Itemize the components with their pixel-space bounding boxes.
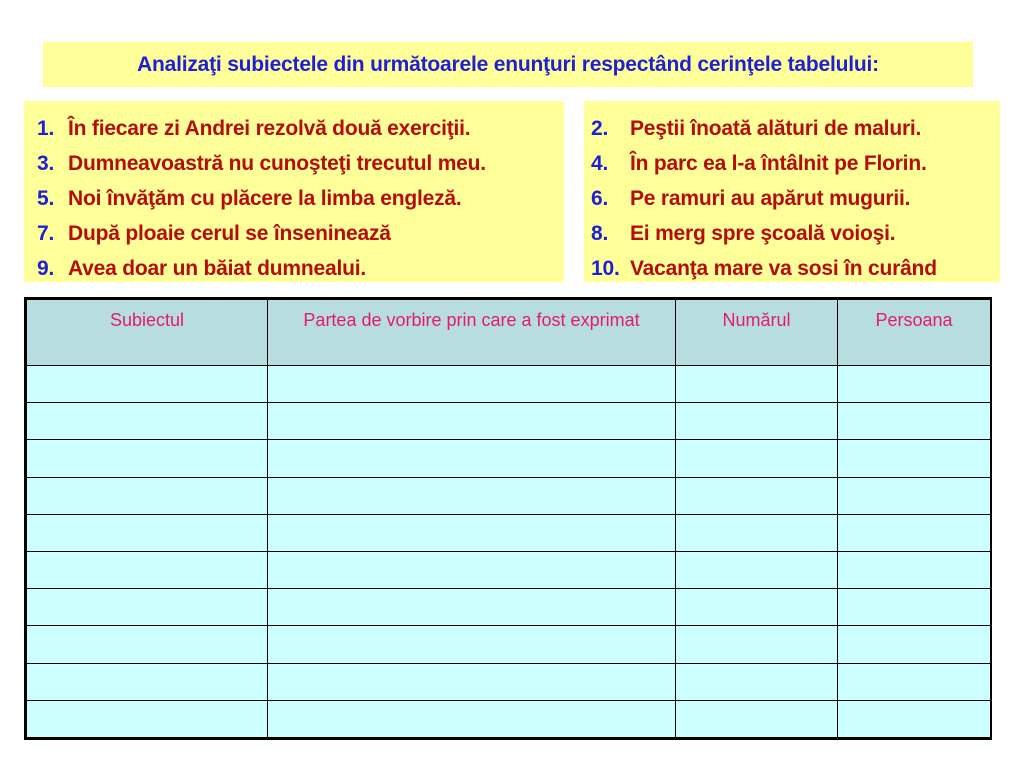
table-row	[27, 514, 991, 551]
cell-numarul[interactable]	[676, 514, 838, 551]
sentence-text: Dumneavoastră nu cunoşteţi trecutul meu.	[68, 152, 486, 175]
cell-partea-de-vorbire[interactable]	[268, 403, 676, 440]
sentence-item	[591, 251, 1000, 286]
sentence-item	[591, 146, 1000, 181]
sentence-item	[37, 216, 564, 251]
cell-persoana[interactable]	[838, 477, 991, 514]
cell-partea-de-vorbire[interactable]	[268, 663, 676, 700]
cell-persoana[interactable]	[838, 366, 991, 403]
cell-subiectul[interactable]	[27, 589, 268, 626]
sentence-text: Peştii înoată alături de maluri.	[630, 117, 922, 140]
cell-persoana[interactable]	[838, 551, 991, 588]
cell-partea-de-vorbire[interactable]	[268, 366, 676, 403]
cell-subiectul[interactable]	[27, 700, 268, 737]
analysis-table	[26, 299, 991, 738]
cell-subiectul[interactable]	[27, 366, 268, 403]
sentence-item	[37, 251, 564, 286]
sentence-text: Ei merg spre şcoală voioşi.	[630, 222, 896, 245]
cell-persoana[interactable]	[838, 440, 991, 477]
cell-persoana[interactable]	[838, 663, 991, 700]
sentence-text: Avea doar un băiat dumnealui.	[68, 257, 366, 280]
cell-subiectul[interactable]	[27, 514, 268, 551]
cell-subiectul[interactable]	[27, 477, 268, 514]
sentences-panel-left	[24, 101, 564, 282]
cell-numarul[interactable]	[676, 366, 838, 403]
cell-subiectul[interactable]	[27, 440, 268, 477]
cell-subiectul[interactable]	[27, 403, 268, 440]
table-row	[27, 440, 991, 477]
sentence-text: Noi învăţăm cu plăcere la limba engleză.	[68, 187, 462, 210]
sentence-number: 4.	[591, 152, 609, 175]
header-partea-de-vorbire: Partea de vorbire prin care a fost exprimat	[268, 300, 676, 366]
table-row	[27, 403, 991, 440]
cell-partea-de-vorbire[interactable]	[268, 440, 676, 477]
table-row	[27, 663, 991, 700]
analysis-table-container	[24, 297, 992, 740]
cell-numarul[interactable]	[676, 589, 838, 626]
cell-subiectul[interactable]	[27, 551, 268, 588]
sentence-text: După ploaie cerul se înseninează	[68, 222, 391, 245]
sentence-number: 5.	[37, 187, 55, 210]
header-numarul: Numărul	[676, 300, 838, 366]
cell-numarul[interactable]	[676, 663, 838, 700]
cell-numarul[interactable]	[676, 626, 838, 663]
cell-numarul[interactable]	[676, 477, 838, 514]
cell-persoana[interactable]	[838, 626, 991, 663]
cell-partea-de-vorbire[interactable]	[268, 514, 676, 551]
cell-partea-de-vorbire[interactable]	[268, 477, 676, 514]
sentence-number: 9.	[37, 257, 55, 280]
table-row	[27, 366, 991, 403]
sentence-item	[37, 146, 564, 181]
table-row	[27, 626, 991, 663]
cell-persoana[interactable]	[838, 514, 991, 551]
cell-persoana[interactable]	[838, 589, 991, 626]
header-persoana: Persoana	[838, 300, 991, 366]
sentence-number: 10.	[591, 257, 620, 280]
table-row	[27, 700, 991, 737]
sentence-text: În fiecare zi Andrei rezolvă două exerciţii.	[68, 117, 471, 140]
cell-partea-de-vorbire[interactable]	[268, 589, 676, 626]
sentences-panel-right	[584, 101, 1000, 282]
sentence-item	[37, 181, 564, 216]
cell-persoana[interactable]	[838, 700, 991, 737]
instruction-banner	[43, 42, 973, 87]
cell-subiectul[interactable]	[27, 626, 268, 663]
sentence-text: Vacanţa mare va sosi în curând	[630, 257, 937, 280]
cell-numarul[interactable]	[676, 403, 838, 440]
table-body	[27, 366, 991, 738]
sentence-item	[37, 111, 564, 146]
sentence-item	[591, 111, 1000, 146]
table-row	[27, 477, 991, 514]
cell-numarul[interactable]	[676, 551, 838, 588]
cell-numarul[interactable]	[676, 700, 838, 737]
cell-numarul[interactable]	[676, 440, 838, 477]
table-header-row	[27, 300, 991, 366]
table-row	[27, 551, 991, 588]
sentence-number: 7.	[37, 222, 55, 245]
sentence-text: Pe ramuri au apărut mugurii.	[630, 187, 911, 210]
sentence-number: 6.	[591, 187, 609, 210]
sentence-number: 3.	[37, 152, 55, 175]
cell-subiectul[interactable]	[27, 663, 268, 700]
header-subiectul: Subiectul	[27, 300, 268, 366]
sentence-item	[591, 181, 1000, 216]
table-row	[27, 589, 991, 626]
cell-partea-de-vorbire[interactable]	[268, 551, 676, 588]
cell-persoana[interactable]	[838, 403, 991, 440]
sentence-item	[591, 216, 1000, 251]
instruction-title: Analizaţi subiectele din următoarele enunţuri respectând cerinţele tabelului:	[137, 52, 879, 76]
cell-partea-de-vorbire[interactable]	[268, 700, 676, 737]
sentence-text: În parc ea l-a întâlnit pe Florin.	[630, 152, 927, 175]
sentence-number: 1.	[37, 117, 55, 140]
sentence-number: 8.	[591, 222, 609, 245]
cell-partea-de-vorbire[interactable]	[268, 626, 676, 663]
sentence-number: 2.	[591, 117, 609, 140]
